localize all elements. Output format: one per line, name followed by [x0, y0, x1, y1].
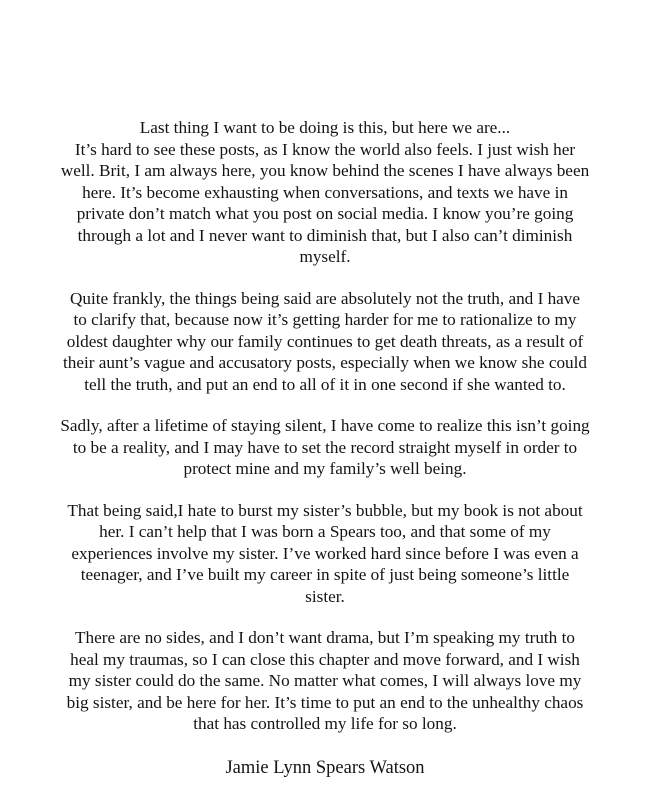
text-line: sister.: [305, 586, 345, 606]
paragraph-1: [24, 117, 626, 268]
text-line: to clarify that, because now it’s getting harder for me to rationalize to my: [73, 310, 577, 329]
text-line: well. Brit, I am always here, you know behind the scenes I have always been: [60, 161, 590, 180]
text-line: private don’t match what you post on social media. I know you’re going: [76, 204, 574, 223]
signature-name: Jamie Lynn Spears Watson: [225, 758, 425, 778]
text-line: that has controlled my life for so long.: [193, 714, 457, 733]
text-line: oldest daughter why our family continues to get death threats, as a result of: [66, 331, 584, 351]
text-line: my sister could do the same. No matter what comes, I will always love my: [68, 671, 582, 690]
text-line: through a lot and I never want to diminish that, but I also can’t diminish: [77, 225, 573, 245]
paragraph-2: [24, 288, 626, 396]
text-line: experiences involve my sister. I’ve worked hard since before I was even a: [71, 543, 579, 563]
paragraph-4: [24, 500, 626, 608]
text-line: her. I can’t help that I was born a Spears too, and that some of my: [99, 522, 551, 541]
text-line: tell the truth, and put an end to all of it in one second if she wanted to.: [84, 374, 566, 394]
text-line: Last thing I want to be doing is this, but here we are...: [139, 118, 511, 137]
text-line: big sister, and be here for her. It’s time to put an end to the unhealthy chaos: [66, 692, 584, 712]
text-line: Quite frankly, the things being said are absolutely not the truth, and I have: [69, 288, 581, 308]
text-line: protect mine and my family’s well being.: [183, 459, 467, 478]
text-line: It’s hard to see these posts, as I know the world also feels. I just wish her: [74, 139, 576, 159]
text-line: here. It’s become exhausting when conversations, and texts we have in: [82, 182, 568, 202]
text-line: Sadly, after a lifetime of staying silent, I have come to realize this isn’t going: [60, 416, 590, 435]
text-line: That being said,I hate to burst my sister’s bubble, but my book is not about: [67, 500, 583, 520]
paragraph-5: [24, 627, 626, 735]
text-line: to be a reality, and I may have to set the record straight myself in order to: [72, 437, 578, 457]
statement-body: [24, 117, 626, 755]
text-line: heal my traumas, so I can close this chapter and move forward, and I wish: [70, 649, 580, 669]
text-line: their aunt’s vague and accusatory posts, especially when we know she could: [62, 353, 588, 372]
paragraph-3: [24, 415, 626, 480]
text-line: myself.: [299, 247, 351, 266]
text-line: There are no sides, and I don’t want drama, but I’m speaking my truth to: [75, 628, 575, 647]
text-line: teenager, and I’ve built my career in spite of just being someone’s little: [80, 565, 570, 584]
